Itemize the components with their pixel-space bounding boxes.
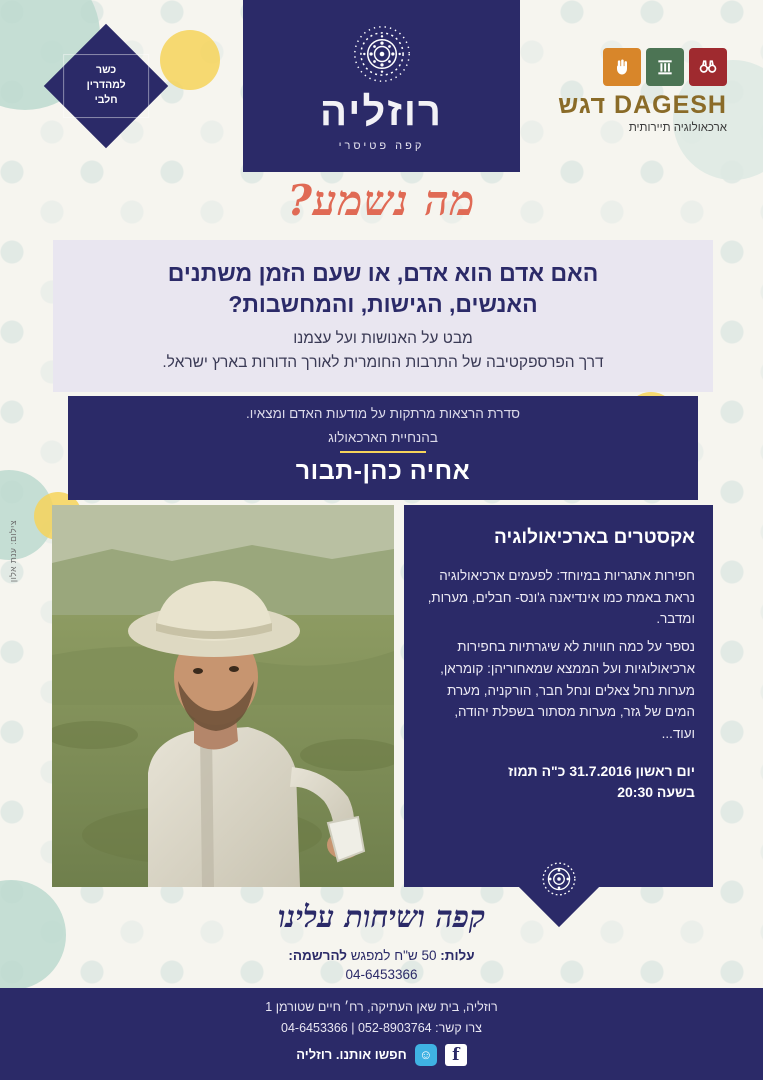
poster-footer (0, 988, 763, 1080)
social-text: חפשו אותנו. רוזליה (296, 1047, 407, 1062)
binoculars-icon (689, 48, 727, 86)
dagesh-wordmark (558, 91, 727, 120)
logo-wordmark: רוזליה (320, 90, 443, 134)
question-sub-2: דרך הפרספקטיבה של התרבות החומרית לאורך הדורות בארץ ישראל. (162, 354, 604, 372)
register-label: להרשמה: (288, 948, 348, 963)
event-time: בשעה 20:30 (617, 783, 695, 800)
column-icon (646, 48, 684, 86)
speaker-photo (52, 505, 394, 887)
lecture-title: אקסטרים בארכיאולוגיה (494, 527, 695, 548)
kosher-badge (44, 24, 168, 148)
messenger-icon[interactable]: ☺ (415, 1044, 437, 1066)
lecturer-name: אחיה כהן-תבור (295, 457, 471, 485)
footer-social[interactable] (0, 1044, 763, 1066)
series-description: סדרת הרצאות מרתקות על מודעות האדם ומצאיו. (246, 406, 520, 421)
cost-value: 50 ש"ח למפגש (350, 948, 437, 963)
kosher-line-1: כשר (95, 64, 117, 77)
question-line-1: האם אדם הוא אדם, או שעם הזמן משתנים (167, 260, 599, 286)
contact-label: צרו קשר: (435, 1021, 482, 1036)
lecture-paragraph-1: חפירות אתגריות במיוחד: לפעמים ארכיאולוגיה נראת באמת כמו אינדיאנה ג'ונס- חבלים, מערות, ומדבר. (427, 568, 695, 627)
register-phone[interactable]: 04-6453366 (345, 967, 418, 982)
footer-address: רוזליה, בית שאן העתיקה, רח׳ חיים שטורמן 1 (265, 1000, 498, 1014)
footer-contact (0, 1018, 763, 1039)
kosher-line-3: חלבי (94, 94, 118, 107)
price-line (0, 948, 763, 982)
cost-label: עלות: (440, 948, 475, 963)
hosted-by-label: בהנחיית הארכאולוג (328, 430, 438, 445)
contact-phones[interactable]: 052-8903764 | 04-6453366 (281, 1021, 432, 1036)
question-block (53, 240, 713, 392)
divider (340, 451, 426, 453)
facebook-icon[interactable]: f (445, 1044, 467, 1066)
question-line-2: האנשים, הגישות, והמחשבות? (228, 291, 538, 318)
event-date: יום ראשון 31.7.2016 כ"ה תמוז (508, 762, 695, 779)
kosher-line-2: למהדרין (86, 79, 126, 92)
photo-illustration (52, 505, 394, 887)
mandala-icon (537, 857, 581, 901)
dagesh-tagline: ארכאולוגיה תיירותית (628, 122, 727, 134)
question-sub-1: מבט על האנושות ועל עצמנו (293, 330, 473, 348)
script-headline: מה נשמע? (287, 176, 476, 225)
lecture-paragraph-2: נספר על כמה חוויות לא שיגרתיות בחפירות ארכיאולוגיות ועל הממצא שמאחוריהן: קומראן, מערות נחל צאלים ונחל חבר, הורקניה, מערת המים של גזר, מערות מסתור בשפלת יהודה, ועוד... (440, 639, 695, 741)
dagesh-latin: DAGESH (614, 91, 727, 119)
photo-credit: צילום: ענת אלון (8, 520, 18, 583)
lecturer-band (68, 396, 698, 500)
mandala-icon (348, 20, 416, 88)
dagesh-hebrew: דגש (558, 91, 607, 119)
poster-header (0, 0, 763, 176)
rozalia-logo (243, 0, 520, 172)
hand-icon (603, 48, 641, 86)
dagesh-logo (558, 48, 727, 134)
logo-subtitle: קפה פטיסרי (338, 140, 425, 152)
cafe-tagline: קפה ושיחות עלינו (277, 900, 486, 935)
